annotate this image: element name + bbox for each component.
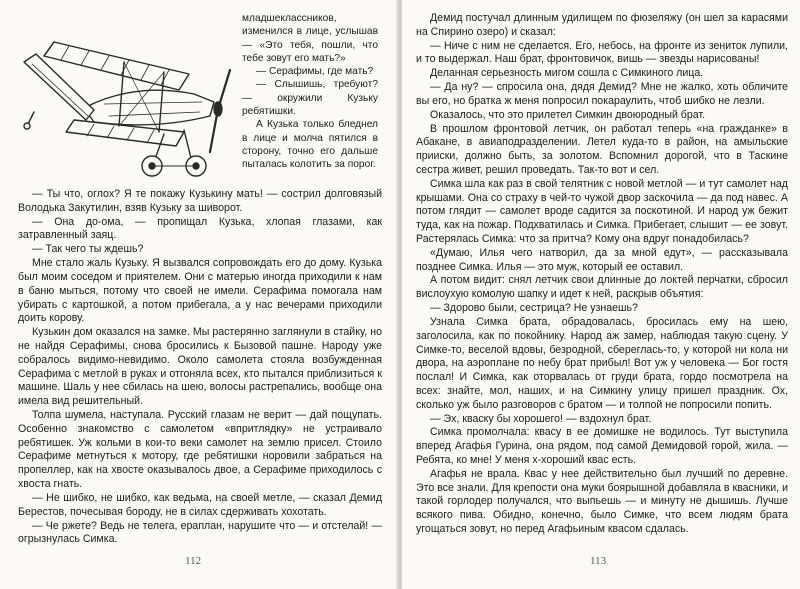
right-page	[402, 0, 800, 589]
paragraph: — Она до-ома, — пропищал Кузька, хлопая глазами, как затравленный заяц.	[18, 215, 382, 242]
paragraph: — Здорово были, сестрица? Не узнаешь?	[430, 302, 638, 315]
left-top-text-block	[242, 12, 378, 172]
paragraph: — Слышишь, требуют? — окружили Кузьку ребятишки.	[242, 79, 378, 118]
left-page	[0, 0, 398, 589]
right-body-text	[416, 12, 788, 537]
airplane-illustration	[14, 12, 236, 182]
paragraph: — Да ну? — спросила она, дядя Демид? Мне не жалко, хоть обличите вы его, но братка ж меня попросил покараулить, чтоб шибко не лезли.	[416, 81, 788, 107]
paragraph: — Не шибко, не шибко, как ведьма, на своей метле, — сказал Демид Берестов, почесывая бороду, не в силах сдерживать хохотать.	[18, 491, 382, 518]
paragraph: — Ты что, оглох? Я те покажу Кузькину мать! — сострил долговязый Володька Закутилин, взяв Кузьку за шиворот.	[18, 188, 382, 214]
paragraph: Кузькин дом оказался на замке. Мы растерянно заглянули в стайку, но не найдя Серафимы, снова бросились к Бызовой пашне. Народу уже собралось видимо-невидимо. Около самолета стояла возбужденная Серафима с метлой в руках и отгоняла всех, кто пытался приблизиться к машине. Шаль у нее сбилась на шею, волосы растрепались, вообще она имела вид решительный.	[18, 326, 382, 408]
paragraph: Демид постучал длинным удилищем по фюзеляжу (он шел за карасями на Спирино озеро) и сказал:	[416, 12, 788, 38]
paragraph: Симка шла как раз в свой телятник с новой метлой — и тут самолет над крышами. Она со страху в чей-то чужой двор заскочила — да под навес. А потом глядит — самолет вроде садится за поскотиной. И народ уж бежит туда, как на пожар. Подхватилась и Симка. Прибегает, слышит — ее зовут. Растерялась Симка: что за притча? Кому она вдруг понадобилась?	[416, 177, 788, 245]
paragraph: Деланная серьезность мигом сошла с Симкиного лица.	[430, 67, 704, 80]
paragraph: Оказалось, что это прилетел Симкин двоюродный брат.	[430, 108, 706, 121]
paragraph: Мне стало жаль Кузьку. Я вызвался сопровождать его до дому. Кузька был моим соседом и приятелем. Они с матерью иногда приходили к нам в баню мыться, потому что своей не имели. Серафима помогала нам убирать с картошкой, а потом прибегала, а у нас вечерами приходили доить корову.	[18, 257, 382, 325]
paragraph: — Эх, кваску бы хорошего! — вздохнул брат.	[430, 412, 652, 425]
paragraph: — Серафимы, где мать?	[256, 66, 374, 78]
paragraph: младшеклассников, изменился в лице, услышав — «Это тебя, пошли, что тебе зовут его мать?»	[242, 13, 378, 64]
paragraph: — Ниче с ним не сделается. Его, небось, на фронте из зениток лупили, и то выдержал. Наш брат, фронтовичок, вишь — звезды нарисованы!	[416, 39, 788, 66]
paragraph: А Кузька только бледнел в лице и молча пятился в сторону, точно его дальше пыталась колотить за порог.	[242, 119, 378, 171]
paragraph: Агафья не врала. Квас у нее действительно был лучший по деревне. Это все знали. Для крепости она муки боярышной добавляла в квасники, и такой горлодер получался, что выпьешь — и минуту не дышишь. Лучше всякого пива. Обидно, конечно, было Симке, что всем людям брата угощаться зовут, но перед Агафьиным квасом сдалась.	[416, 467, 788, 536]
paragraph: В прошлом фронтовой летчик, он работал теперь «на гражданке» в Абакане, в авиаподразделении. Летел куда-то в район, на амыльские прииски, должно быть, за золотом. Вспомнил дорогой, что в Таскине сестра живет, решил проведать. Так-то вот и сел.	[416, 122, 788, 176]
paragraph: Симка промолчала: квасу в ее домишке не водилось. Тут выступила вперед Агафья Гурина, она рядом, под самой Демидовой горой, жила. — Ребята, ко мне! У меня х-хороший квас есть.	[416, 426, 788, 466]
page-number-right: 113	[590, 555, 607, 567]
paragraph: А потом видит: снял летчик свои длинные до локтей перчатки, сбросил вислоухую комолую шапку и идет к ней, раскрыв объятия:	[416, 274, 788, 301]
left-body-text	[18, 188, 382, 547]
paragraph: — Че ржете? Ведь не телега, ераплан, нарушите что — и отстелай! — огрызнулась Симка.	[18, 519, 382, 546]
paragraph: Узнала Симка брата, обрадовалась, бросилась ему на шею, заголосила, как по покойнику. Народ аж замер, наблюдая такую сцену. У Симке-то, веселой вдовы, безродной, сбереглась-то, у которой ни кола ни двора, на аэроплане по небу брат прибыл! Вот уж у человека — Бог гостя послал! И Симка, как оторвалась от груди брата, гордо посмотрела на всех: знайте, мол, наших, и на Симкину улицу пришел праздник. Ох, сколько уж было разговоров с братом — и толпой не попросили попить.	[416, 315, 788, 411]
paragraph: «Думаю, Илья чего натворил, да за мной едут», — рассказывала позднее Симка. Илья — это муж, который ее оставил.	[416, 246, 788, 273]
paragraph: Толпа шумела, наступала. Русский глазам не верит — дай пощупать. Особенно знакомство с самолетом «впритлядку» не устраивало ребятишек. Уж кольми в кои-то веки самолет на землю присел. Стоило Серафиме метнуться к мотору, где ребятишки норовили забраться на пропеллер, как на хвосте оказывалось двое, а Серафиме приходилось с хвоста гнать.	[18, 409, 382, 491]
paragraph: — Так чего ты ждешь?	[32, 243, 144, 256]
page-number-left: 112	[185, 555, 202, 567]
